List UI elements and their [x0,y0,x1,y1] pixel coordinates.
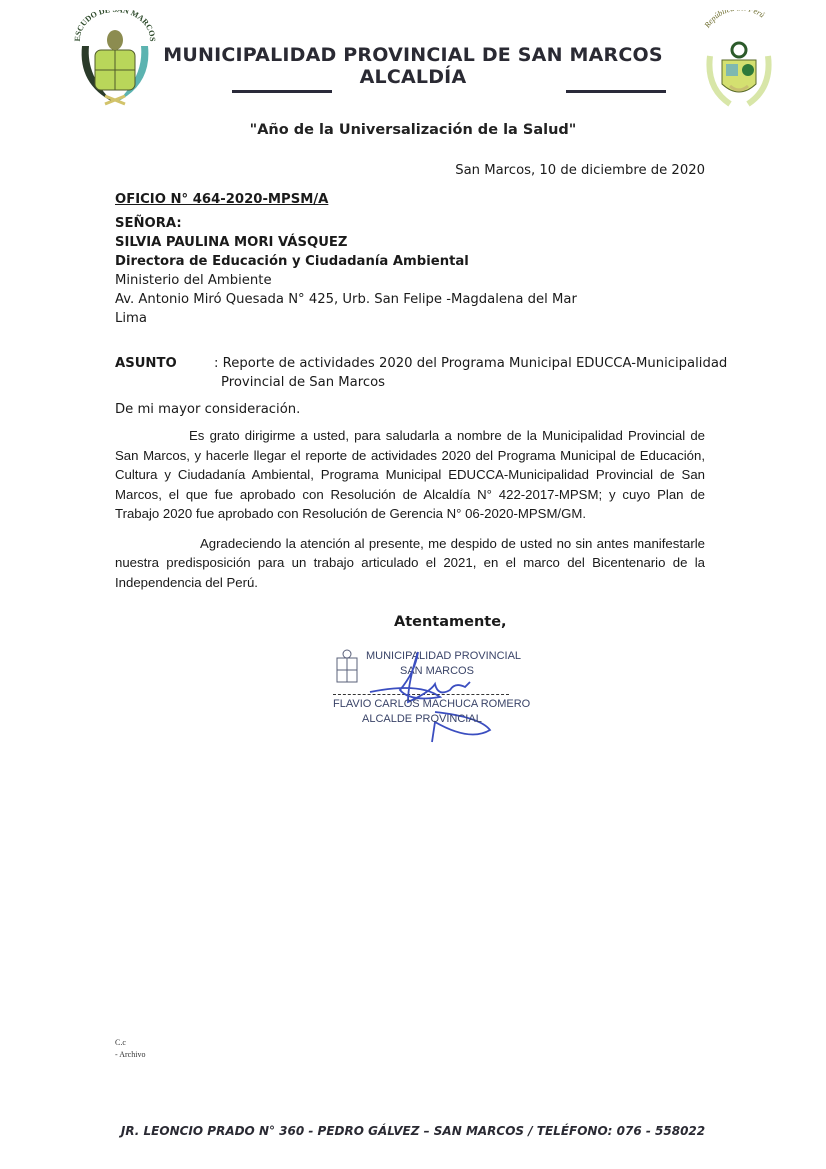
closing: Atentamente, [394,614,507,630]
footer-address: JR. LEONCIO PRADO N° 360 - PEDRO GÁLVEZ – SAN MARCOS / TELÉFONO: 076 - 558022 [120,1124,706,1138]
signer-name: FLAVIO CARLOS MACHUCA ROMERO [333,698,531,710]
copies-label: C.c [115,1038,126,1047]
letter-body [115,426,705,592]
left-logo-text: ESCUDO DE N MARCOS [72,10,158,42]
recipient-salutation: SEÑORA: [115,216,182,231]
body-paragraph-1: Es grato dirigirme a usted, para saludarla a nombre de la Municipalidad Provincial de San Marcos, y hacerle llegar el reporte de actividades 2020 del Programa Municipal de Educación, Cultura y Ciudadanía Ambiental, Programa Municipal EDUCCA-Municipalidad Provincial de San Marcos, el que fue aprobado con Resolución de Alcaldía N° 422-2017-MPSM; y cuyo Plan de Trabajo 2020 fue aprobado con Resolución de Gerencia N° 06-2020-MPSM/GM. [115,428,705,521]
subject-label: ASUNTO [115,356,177,371]
place-date: San Marcos, 10 de diciembre de 2020 [455,163,705,178]
header-rule-right [566,90,666,93]
recipient-position: Directora de Educación y Ciudadanía Ambiental [115,254,469,269]
subject-line-1: : Reporte de actividades 2020 del Programa Municipal EDUCCA-Municipalidad [214,356,728,371]
recipient-name: SILVIA PAULINA MORI VÁSQUEZ [115,235,348,250]
stamp-line-1: MUNICIPALIDAD PROVINCIAL [366,650,522,662]
motto: "Año de la Universalización de la Salud" [249,122,577,138]
copies-item: - Archivo [115,1050,146,1059]
recipient-institution: Ministerio del Ambiente [115,273,272,288]
body-paragraph-2: Agradeciendo la atención al presente, me despido de usted no sin antes manifestarle nuestra predisposición para un trabajo articulado el 2021, en el marco del Bicentenario de la Independencia del Perú. [115,535,705,590]
header-title: MUNICIPALIDAD PROVINCIAL DE SAN MARCOS [163,44,663,66]
header-subtitle: ALCALDÍA [359,66,467,88]
signer-title: ALCALDE PROVINCIAL [362,713,482,725]
recipient-address: Av. Antonio Miró Quesada N° 425, Urb. San Felipe -Magdalena del Mar [115,292,577,307]
right-logo-text: Repúbli erú [702,10,767,30]
right-logo-lettering [702,10,766,30]
handwritten-signature [340,642,500,747]
greeting: De mi mayor consideración. [115,402,301,417]
document-reference: OFICIO N° 464-2020-MPSM/A [115,192,329,207]
stamp-line-2: SAN MARCOS [400,665,474,677]
recipient-city: Lima [115,311,147,326]
subject-line-2: Provincial de San Marcos [221,375,386,390]
header-rule-left [232,90,332,93]
